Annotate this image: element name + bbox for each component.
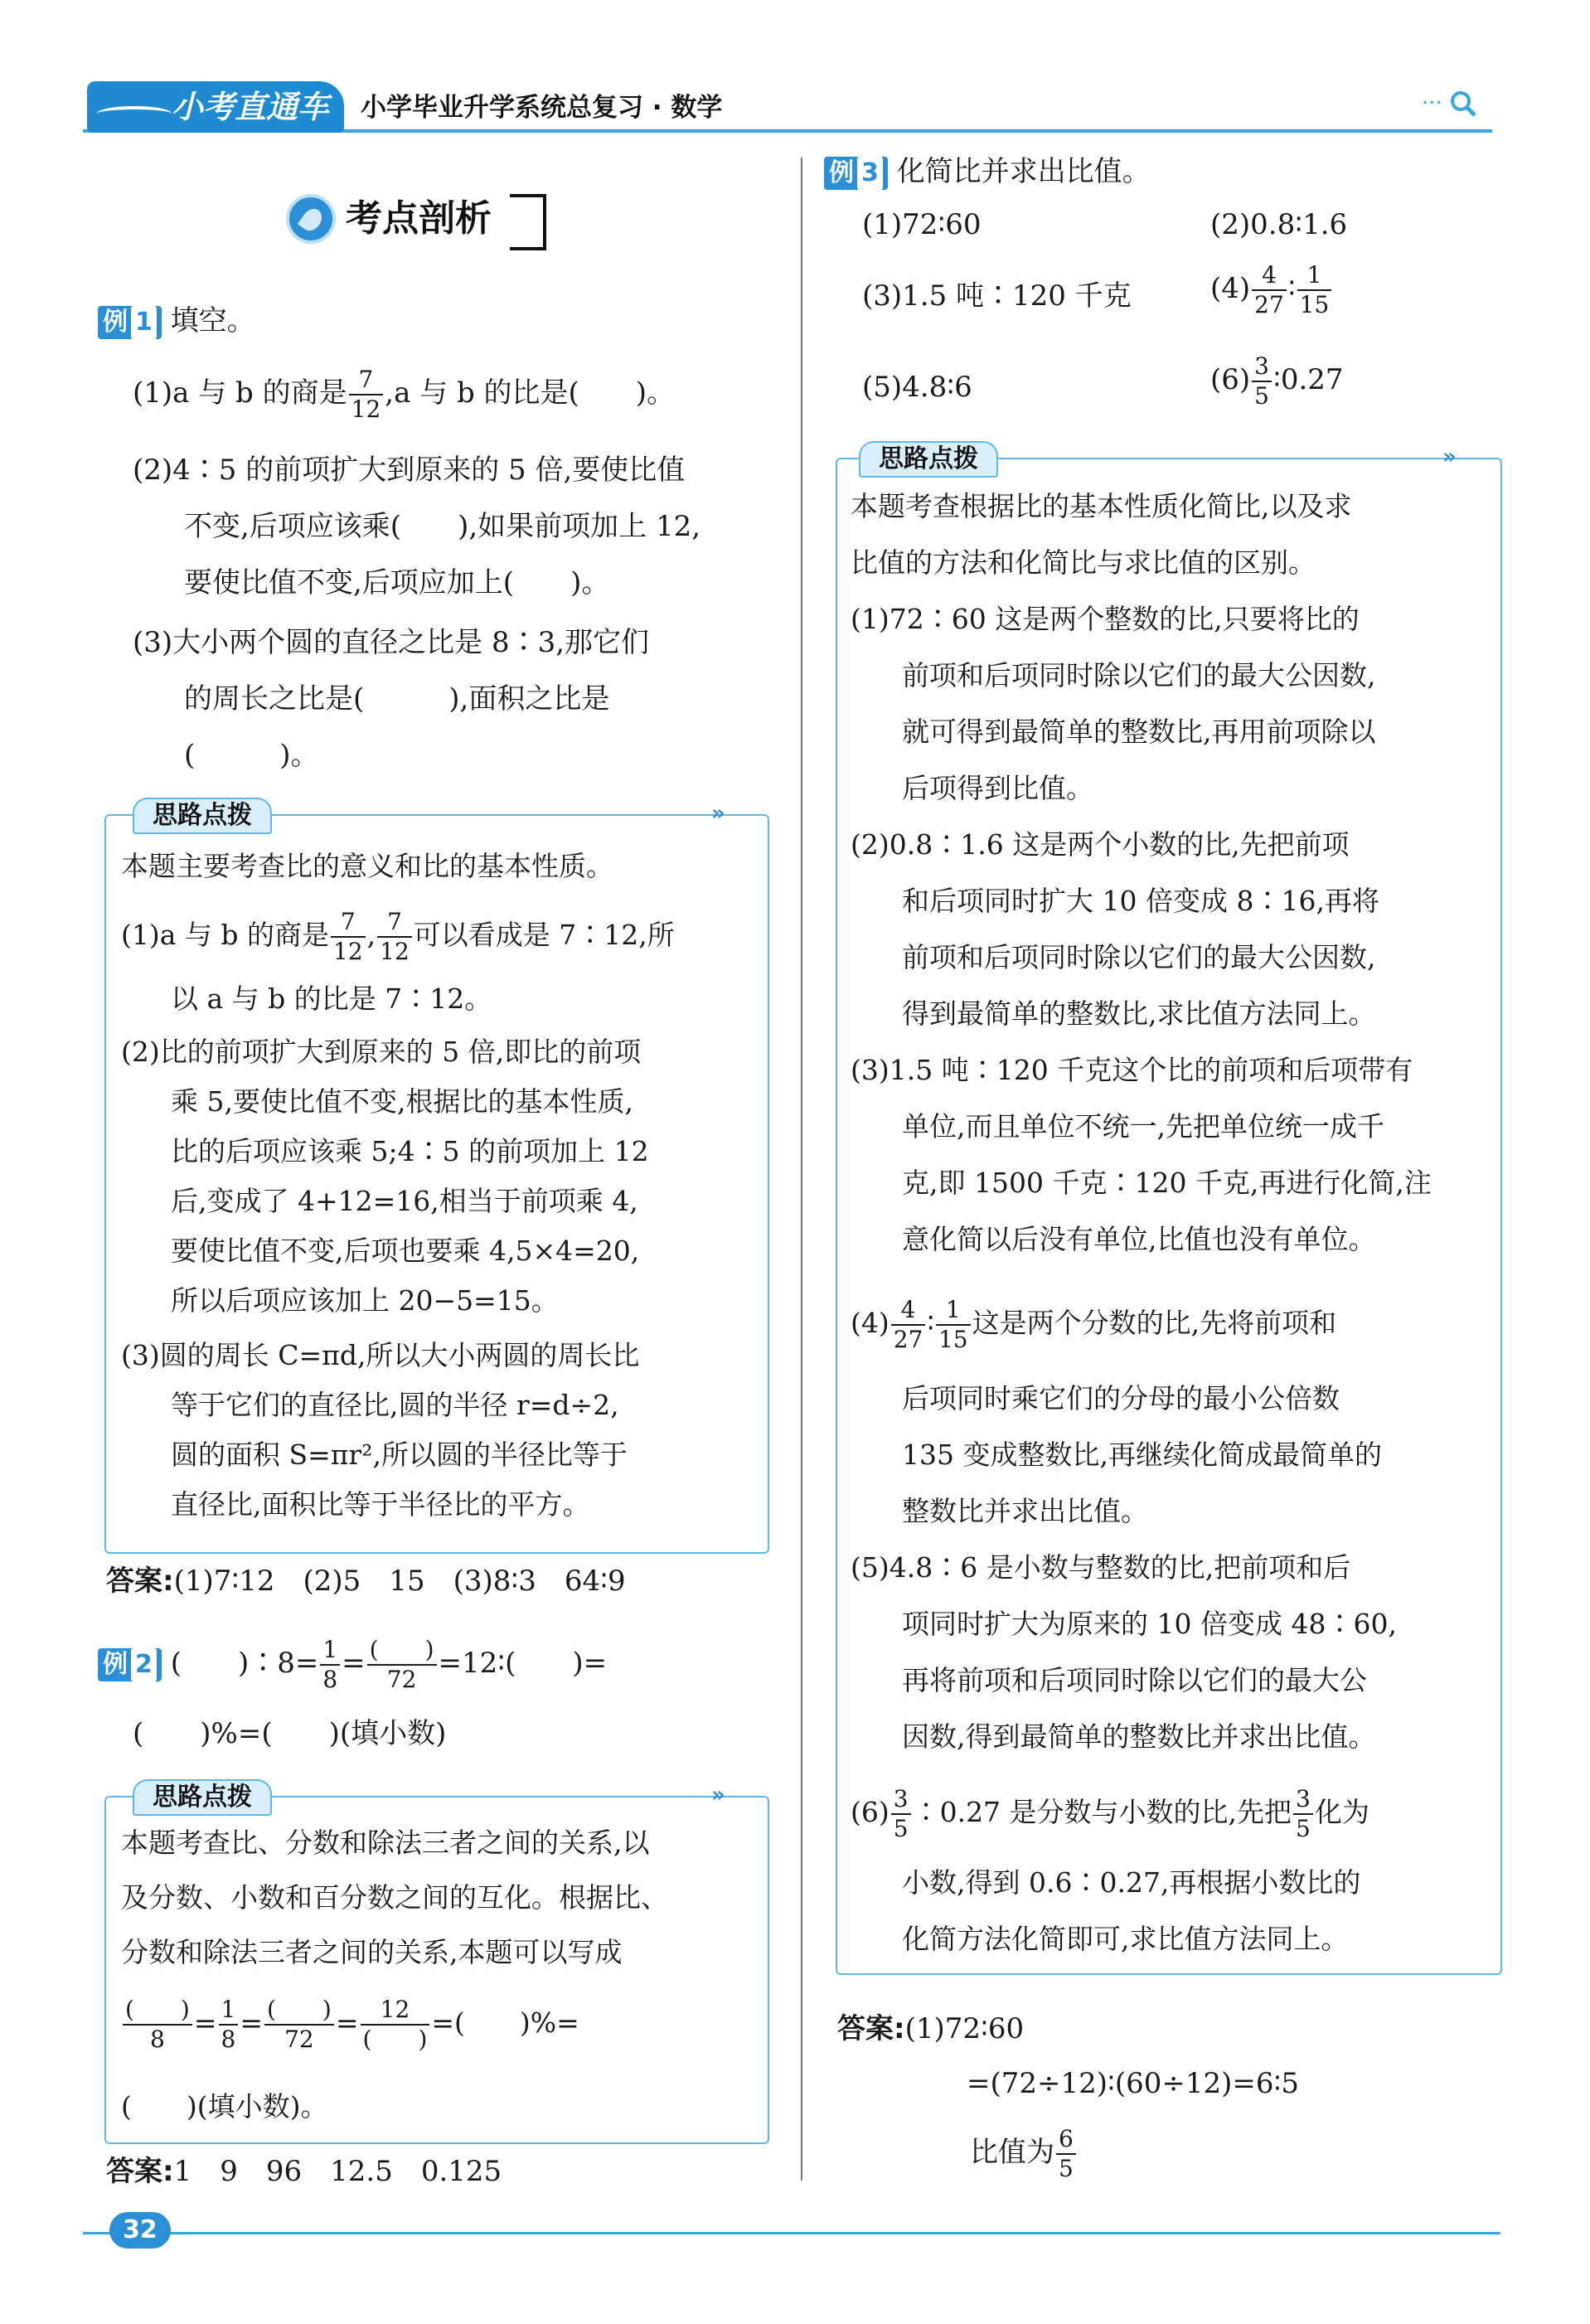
ex3-tip-line: 就可得到最简单的整数比,再用前项除以 — [902, 716, 1376, 748]
section-title-text: 考点剖析 — [346, 197, 492, 240]
ex3-answer-step: =(72÷12)∶(60÷12)=6∶5 — [967, 2067, 1300, 2100]
ex3-tip-line: 后项同时乘它们的分母的最小公倍数 — [902, 1382, 1340, 1414]
fraction: $\frac{7}{12}$ — [331, 910, 366, 963]
fraction: $\frac{( )}{72}$ — [264, 1998, 334, 2051]
leaf-icon — [286, 194, 336, 244]
ex3-tip-line: 后项得到比值。 — [902, 772, 1093, 804]
ex2-tip-line: 本题考查比、分数和除法三者之间的关系,以 — [121, 1827, 650, 1859]
ex3-tip-line: 化简方法化简即可,求比值方法同上。 — [902, 1923, 1349, 1955]
ex1-q3-line1: (3)大小两个圆的直径之比是 8∶3,那它们 — [133, 626, 650, 659]
ex2-answer: 答案:1 9 96 12.5 0.125 — [106, 2155, 502, 2188]
fraction: $\frac{3}{5}$ — [1293, 1788, 1313, 1841]
ex3-problem: (2)0.8∶1.6 — [1210, 208, 1348, 241]
ex1-tip-line: 后,变成了 4+12=16,相当于前项乘 4, — [171, 1185, 638, 1217]
ex2-tag: 例 2 — [98, 1648, 162, 1681]
ex1-q3-line2: 的周长之比是( ),面积之比是 — [184, 682, 610, 716]
ex3-tip-line: 小数,得到 0.6∶0.27,再根据小数比的 — [902, 1866, 1361, 1899]
fraction: $\frac{1}{15}$ — [936, 1298, 971, 1351]
fraction: $\frac{4}{27}$ — [1252, 264, 1287, 317]
ex1-tip-line: 以 a 与 b 的比是 7∶12。 — [171, 982, 492, 1015]
ex1-heading — [98, 302, 255, 340]
ex3-tip-line: 克,即 1500 千克∶120 千克,再进行化简,注 — [902, 1167, 1432, 1199]
ex1-q1: (1)a 与 b 的商是 $\frac{7}{12}$ ,a 与 b 的比是( )。 — [133, 366, 676, 423]
logo-text: 小考直通车 — [171, 89, 329, 125]
ex3-problem: (5)4.8∶6 — [862, 371, 972, 404]
ex3-answer-ratio: 比值为 $\frac{6}{5}$ — [970, 2128, 1078, 2181]
double-chevron-icon: » — [711, 801, 725, 826]
ex1-title: 填空。 — [170, 304, 255, 337]
ex1-tip-line: 本题主要考查比的意义和比的基本性质。 — [121, 850, 613, 882]
ex2-question-line2: ( )%=( )(填小数) — [133, 1717, 447, 1750]
ex1-q2-line1: (2)4∶5 的前项扩大到原来的 5 倍,要使比值 — [133, 454, 686, 487]
footer-line — [83, 2232, 1500, 2234]
ex3-tip-line: 意化简以后没有单位,比值也没有单位。 — [902, 1223, 1376, 1255]
search-icon — [1422, 90, 1477, 118]
ex1-tip-label: 思路点拨 — [133, 798, 272, 834]
ex2-tip-line: 及分数、小数和百分数之间的互化。根据比、 — [121, 1881, 668, 1914]
ex3-tip-line: 因数,得到最简单的整数比并求出比值。 — [902, 1720, 1376, 1753]
ex1-tip-line: 圆的面积 S=πr²,所以圆的半径比等于 — [171, 1439, 628, 1471]
fraction: $\frac{1}{8}$ — [320, 1638, 340, 1691]
ex3-tip-line: 前项和后项同时除以它们的最大公因数, — [902, 659, 1376, 691]
wave-icon — [97, 106, 172, 121]
fraction: $\frac{7}{12}$ — [349, 368, 384, 421]
double-chevron-icon: » — [711, 1783, 725, 1807]
series-title: 小学毕业升学系统总复习 · 数学 — [361, 93, 723, 123]
series-logo — [87, 81, 344, 133]
fraction: $\frac{4}{27}$ — [891, 1298, 926, 1351]
fraction: $\frac{12}{( )}$ — [361, 1998, 430, 2051]
ex3-tip-line: (5)4.8∶6 是小数与整数的比,把前项和后 — [851, 1551, 1351, 1584]
ex1-tip-line: (1)a 与 b 的商是 $\frac{7}{12}$ , $\frac{7}{12}$ 可以看成是 7∶12,所 — [121, 908, 675, 965]
ex3-tip-line: 和后项同时扩大 10 倍变成 8∶16,再将 — [902, 885, 1379, 917]
ex2-tip-equation: $\frac{( )}{8}$ = $\frac{1}{8}$ = $\frac{( )}{72}$ = $\frac{12}{( )}$ =( )%= — [121, 1998, 579, 2051]
ex3-problem: (1)72∶60 — [862, 208, 982, 241]
ex1-tip-line: (3)圆的周长 C=πd,所以大小两圆的周长比 — [121, 1339, 640, 1371]
ex1-q2-line3: 要使比值不变,后项应加上( )。 — [184, 566, 610, 599]
ex3-problem: (4) $\frac{4}{27}$ ∶ $\frac{1}{15}$ — [1210, 264, 1333, 317]
ex3-tip-line: 再将前项和后项同时除以它们的最大公 — [902, 1664, 1367, 1696]
ex3-tip-line: 本题考查根据比的基本性质化简比,以及求 — [851, 490, 1352, 522]
column-divider — [801, 158, 802, 2181]
fraction: $\frac{( )}{8}$ — [123, 1998, 192, 2051]
ex3-tip-line: (4) $\frac{4}{27}$ ∶ $\frac{1}{15}$ 这是两个分数的比,先将前项和 — [851, 1296, 1337, 1353]
ex3-tip-line: 比值的方法和化简比与求比值的区别。 — [851, 546, 1316, 579]
ex1-q3-line3: ( )。 — [184, 739, 319, 772]
ex3-heading — [824, 153, 1151, 191]
section-title — [286, 189, 560, 249]
ex3-tip-line: 单位,而且单位不统一,先把单位统一成千 — [902, 1110, 1384, 1143]
ex1-q2-line2: 不变,后项应该乘( ),如果前项加上 12, — [184, 510, 701, 543]
ex1-tag: 例 1 — [98, 306, 162, 339]
ex3-tip-line: 项同时扩大为原来的 10 倍变成 48∶60, — [902, 1608, 1397, 1640]
ex1-answer: 答案:(1)7∶12 (2)5 15 (3)8∶3 64∶9 — [106, 1565, 626, 1598]
ex3-tip-line: (3)1.5 吨∶120 千克这个比的前项和后项带有 — [851, 1054, 1413, 1086]
ex3-tip-line: 前项和后项同时除以它们的最大公因数, — [902, 941, 1376, 973]
ex2-tip-label: 思路点拨 — [133, 1779, 272, 1816]
ex2-tip-line: ( )(填小数)。 — [121, 2090, 328, 2123]
ex1-tip-line: 所以后项应该加上 20−5=15。 — [171, 1284, 559, 1317]
fraction: $\frac{3}{5}$ — [891, 1788, 911, 1841]
ex1-tip-line: 直径比,面积比等于半径比的平方。 — [171, 1488, 590, 1521]
search-dots: ··· — [1422, 90, 1442, 116]
ex3-problem: (6) $\frac{3}{5}$ ∶0.27 — [1210, 352, 1344, 410]
ex1-tip-line: 要使比值不变,后项也要乘 4,5×4=20, — [171, 1235, 640, 1267]
ex3-tag: 例 3 — [824, 157, 888, 190]
title-bracket — [510, 194, 546, 250]
ex3-answer: 答案:(1)72∶60 — [837, 2012, 1025, 2045]
fraction: $\frac{7}{12}$ — [377, 910, 412, 963]
ex3-tip-line: 得到最简单的整数比,求比值方法同上。 — [902, 997, 1376, 1030]
ex2-question: 例 2 ( )∶8= $\frac{1}{8}$ = $\frac{( )}{72}$ =12∶( )= — [98, 1638, 607, 1691]
fraction: $\frac{3}{5}$ — [1252, 355, 1272, 408]
ex1-tip-line: 比的后项应该乘 5;4∶5 的前项加上 12 — [171, 1135, 649, 1167]
ex3-tip-line: (2)0.8∶1.6 这是两个小数的比,先把前项 — [851, 828, 1350, 861]
fraction: $\frac{6}{5}$ — [1056, 2128, 1076, 2181]
ex3-tip-line: (1)72∶60 这是两个整数的比,只要将比的 — [851, 603, 1360, 635]
ex3-problem: (3)1.5 吨∶120 千克 — [862, 279, 1132, 313]
ex1-tip-line: 等于它们的直径比,圆的半径 r=d÷2, — [171, 1389, 619, 1421]
ex3-tip-line: 135 变成整数比,再继续化简成最简单的 — [902, 1439, 1382, 1471]
ex1-tip-line: 乘 5,要使比值不变,根据比的基本性质, — [171, 1085, 633, 1118]
fraction: $\frac{( )}{72}$ — [367, 1638, 437, 1691]
ex2-tip-line: 分数和除法三者之间的关系,本题可以写成 — [121, 1936, 623, 1968]
ex3-title: 化简比并求出比值。 — [896, 155, 1151, 188]
ex3-tip-line: 整数比并求出比值。 — [902, 1495, 1148, 1527]
fraction: $\frac{1}{15}$ — [1297, 264, 1332, 317]
double-chevron-icon: » — [1442, 444, 1457, 469]
ex3-tip-label: 思路点拨 — [859, 441, 998, 478]
ex1-tip-line: (2)比的前项扩大到原来的 5 倍,即比的前项 — [121, 1036, 642, 1068]
fraction: $\frac{1}{8}$ — [219, 1998, 239, 2051]
page-number: 32 — [109, 2212, 171, 2249]
ex3-tip-line: (6) $\frac{3}{5}$ ∶0.27 是分数与小数的比,先把 $\frac{3}{5}$ 化为 — [851, 1785, 1369, 1842]
